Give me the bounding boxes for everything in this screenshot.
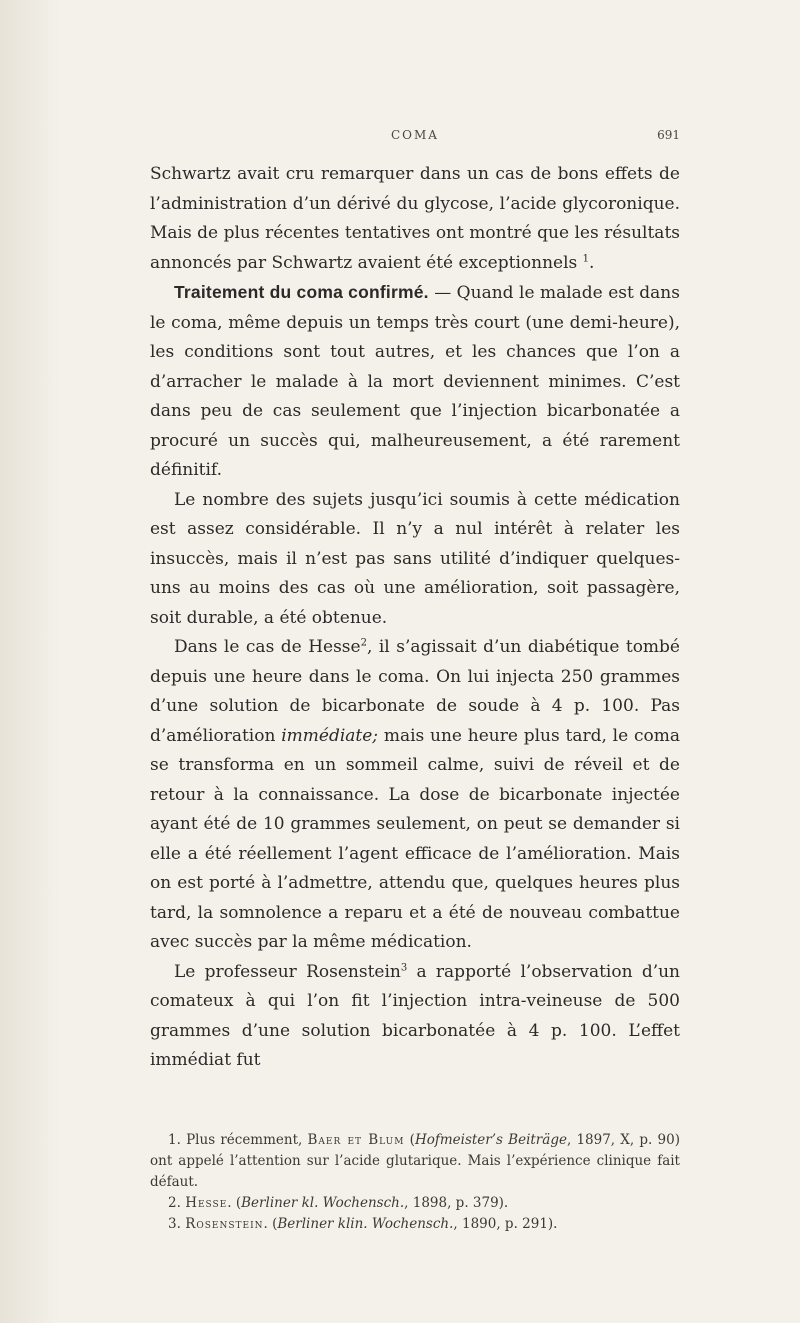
body-text: [150, 160, 680, 1076]
paragraph-2-text: — Quand le malade est dans le coma, même depuis un temps très court (une demi-heure), les conditions sont tout autres, et les chances que l’on a d’arracher le malade à la mort deviennent minimes. C’est dans peu de cas seulement que l’injection bicarbonatée a procuré un succès qui, malheureusement, a été rarement définitif.: [150, 283, 680, 480]
paragraph-3-text: Le nombre des sujets jusqu’ici soumis à cette médication est assez considérable. Il n’y a nul intérêt à relater les insuccès, mais il n’est pas sans utilité d’indiquer quelques-uns au moins des cas où une amélioration, soit passagère, soit durable, a été obtenue.: [150, 489, 680, 628]
footnote-ref-2: 2: [360, 637, 367, 649]
running-head-title: COMA: [391, 128, 439, 142]
footnote-1: [150, 1130, 680, 1193]
paragraph-3: [150, 486, 680, 634]
footnote-3-marker: 3.: [168, 1216, 181, 1232]
paragraph-4-text-c: mais une heure plus tard, le coma se transforma en un sommeil calme, suivi de réveil et de retour à la connaissance. La dose de bicarbonate injectée ayant été de 10 grammes seulement, on peut se demander si elle a été réellement l’agent efficace de l’amélioration. Mais on est porté à l’admettre, attendu que, quelques heures plus tard, la somnolence a reparu et a été de nouveau combattue avec succès par la même médication.: [150, 725, 680, 952]
footnote-2-text-a: . (: [227, 1195, 242, 1211]
paragraph-1-text: Schwartz avait cru remarquer dans un cas de bons effets de l’administration d’un dérivé du glycose, l’acide glycoronique. Mais de plus récentes tentatives ont montré que les résultats annoncés par Schwartz avaient été exceptionnels: [150, 164, 680, 273]
paragraph-5-text-b: a rapporté l’observation d’un comateux à qui l’on fit l’injection intra-veineuse de 500 grammes d’une solution bicarbonatée à 4 p. 100. L’effet immédiat fut: [150, 961, 680, 1070]
footnote-1-text-c: , 1897, X, p. 90) ont appelé l’attention sur l’acide glutarique. Mais l’expérience clinique fait défaut.: [150, 1132, 680, 1190]
paragraph-2: [150, 278, 680, 486]
footnote-1-authors: Baer et Blum: [307, 1132, 405, 1148]
footnote-2-marker: 2.: [168, 1195, 181, 1211]
paragraph-4-italic: immédiate;: [281, 725, 379, 746]
footnote-3: [150, 1214, 680, 1235]
running-head: [150, 128, 680, 152]
paragraph-5: [150, 958, 680, 1076]
footnote-1-source: Hofmeister’s Beiträge: [414, 1132, 567, 1148]
footnote-1-text-a: Plus récemment,: [186, 1132, 308, 1148]
paragraph-4-text-b: , il s’agissait d’un diabétique tombé depuis une heure dans le coma. On lui injecta 250 grammes d’une solution de bicarbonate de soude à 4 p. 100. Pas d’amélioration: [150, 637, 680, 746]
footnote-2-author: Hesse: [185, 1195, 228, 1211]
footnote-ref-3: 3: [400, 961, 408, 973]
section-heading: Traitement du coma confirmé.: [174, 282, 429, 302]
paragraph-5-text-a: Le professeur Rosenstein: [174, 961, 401, 982]
footnote-1-marker: 1.: [168, 1132, 181, 1148]
footnotes: [150, 1130, 680, 1235]
footnote-2-text-b: , 1898, p. 379).: [404, 1195, 509, 1211]
footnote-3-source: Berliner klin. Wochensch.: [277, 1216, 454, 1232]
footnote-2-source: Berliner kl. Wochensch.: [241, 1195, 405, 1211]
paragraph-1: Schwartz avait cru remarquer dans un cas de bons effets de l’administration d’un dérivé du glycose, l’acide glycoronique. Mais de plus récentes tentatives ont montré que les résultats annoncés par Schwartz avaient été exceptionnels $^1$.: [150, 164, 680, 273]
footnote-2: [150, 1193, 680, 1214]
footnote-3-text-b: , 1890, p. 291).: [453, 1216, 558, 1232]
paragraph-4-text-a: Dans le cas de Hesse: [174, 637, 361, 657]
footnote-ref-1: 1: [582, 252, 590, 264]
page-number: 691: [657, 128, 680, 142]
page-edge-shadow: [0, 0, 60, 1323]
footnote-3-author: Rosenstein: [185, 1216, 264, 1232]
paragraph-4: [150, 633, 680, 958]
footnote-1-text-b: (: [404, 1132, 415, 1148]
footnote-3-text-a: . (: [263, 1216, 278, 1232]
